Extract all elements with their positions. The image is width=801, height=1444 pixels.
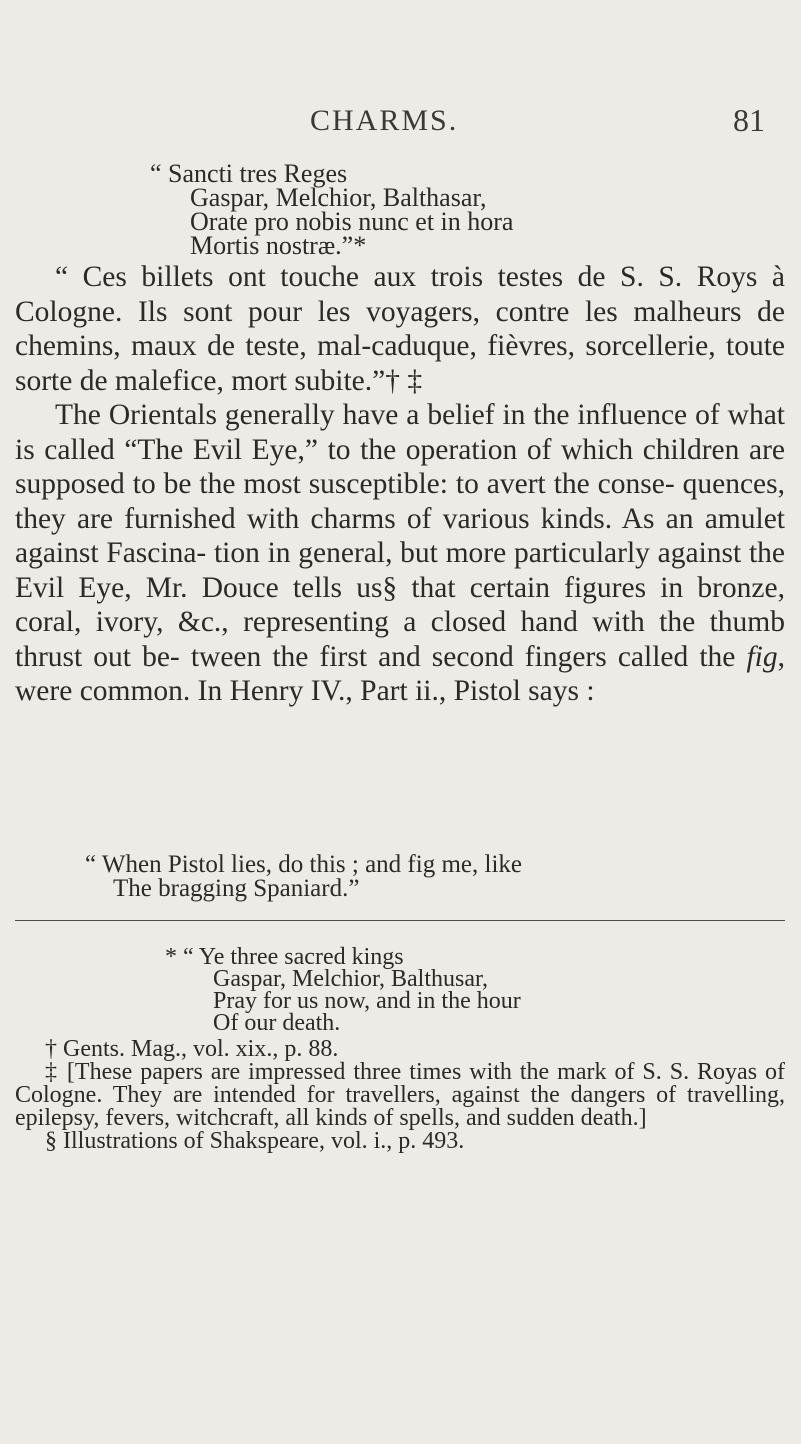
verse-line: “ When Pistol lies, do this ; and fig me, like [85, 851, 522, 878]
french-quotation [15, 260, 785, 398]
footnote-verse-line: Of our death. [213, 1010, 341, 1036]
verse-line: Mortis nostræ.”* [190, 231, 367, 260]
footnotes [15, 946, 785, 1153]
verse-line: The bragging Spaniard.” [113, 875, 360, 902]
footnote-star [15, 946, 785, 1034]
footnote-double-dagger: ‡ [These papers are impressed three times with the mark of S. S. Royas of Cologne. They are intended for travellers, against the dangers of travelling, epilepsy, fevers, witchcraft, all kinds of spells, and sudden death.] [15, 1059, 785, 1131]
running-head: CHARMS. [310, 104, 459, 137]
pistol-verse [85, 853, 522, 901]
french-paragraph: “ Ces billets ont touche aux trois testes de S. S. Roys à Cologne. Ils sont pour les voyagers, contre les malheurs de chemins, maux de teste, mal-caduque, fièvres, sorcellerie, toute sorte de malefice, mort subite.”† ‡ [15, 261, 785, 397]
verse-line: “ Sancti tres Reges [150, 159, 348, 188]
footnote-verse-line: Gaspar, Melchior, Balthusar, [213, 966, 489, 992]
footnote-rule [15, 920, 785, 921]
latin-verse [150, 159, 514, 260]
page-number: 81 [733, 102, 765, 138]
verse-line: Orate pro nobis nunc et in hora [190, 207, 514, 236]
main-paragraph-part-1: The Orientals generally have a belief in the influence of what is called “The Evil Eye,” to the operation of which children are supposed to be the most susceptible: to avert the conse- quences, they are furnished with charms of various kinds. As an amulet against Fascina- tion in general, but more particularly against the Evil Eye, Mr. Douce tells us§ that certain figures in bronze, coral, ivory, &c., representing a closed hand with the thumb thrust out be- tween the first and second fingers called the [15, 399, 785, 673]
main-paragraph [15, 398, 785, 709]
main-text [15, 398, 785, 709]
page-header [0, 104, 801, 144]
footnote-verse-line: * “ Ye three sacred kings [165, 944, 404, 970]
footnote-dagger: † Gents. Mag., vol. xix., p. 88. [45, 1036, 339, 1062]
main-paragraph-part-2: , were common. In Henry IV., Part ii., Pistol says : [15, 640, 785, 707]
footnote-section: § Illustrations of Shakspeare, vol. i., p. 493. [45, 1128, 465, 1154]
footnote-verse-line: Pray for us now, and in the hour [213, 988, 521, 1014]
fig-word: fig [746, 640, 778, 673]
verse-line: Gaspar, Melchior, Balthasar, [190, 183, 487, 212]
